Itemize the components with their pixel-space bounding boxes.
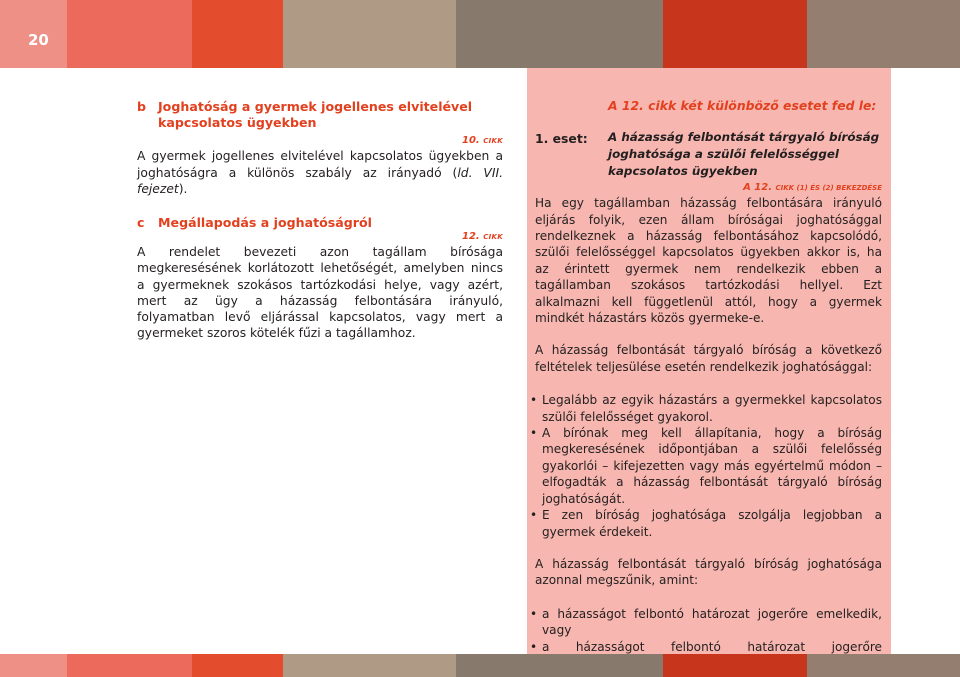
band-segment — [456, 654, 663, 677]
article-word: CIKK — [483, 137, 503, 146]
left-column — [137, 99, 503, 341]
section-title-line: kapcsolatos ügyekben — [158, 115, 317, 131]
page-number: 20 — [28, 31, 49, 49]
band-segment — [807, 0, 960, 68]
case-label: 1. eset: — [535, 131, 588, 147]
band-segment — [663, 0, 807, 68]
bottom-color-band — [0, 654, 960, 677]
band-segment — [67, 0, 192, 68]
conditions-intro: A házasság felbontását tárgyaló bíróság a következő feltételek teljesülése esetén rendelkezik joghatósággal: — [535, 343, 882, 374]
section-title-line: Joghatóság a gyermek jogellenes elvitelével — [158, 99, 473, 114]
case-block — [535, 129, 882, 179]
article-number: 12. — [462, 231, 480, 243]
termination-intro: A házasság felbontását tárgyaló bíróság joghatósága azonnal megszűnik, amint: — [535, 556, 882, 588]
paragraph-text-end: ). — [178, 181, 188, 196]
box-heading: A 12. cikk két különböző esetet fed le: — [608, 98, 877, 113]
section-c-heading — [137, 215, 503, 231]
top-color-band — [0, 0, 960, 68]
info-box-content — [535, 98, 882, 671]
case-paragraph: Ha egy tagállamban házasság felbontására irányuló eljárás folyik, ezen állam bíróságai joghatósággal rendelkeznek a házasság felbontásához kapcsolódó, szülői felelősséggel kapcsolatos ügyekben akkor is, ha az érintett gyermek nem rendelkezik ebben a tagállamban szokásos tartózkodási hellyel. Ezt alkalmazni kell függetlenül attól, hogy a gyermek mindkét házastárs közös gyermeke-e. — [535, 196, 882, 326]
list-item: • a házasságot felbontó határozat jogerőre emelkedik, vagy — [535, 606, 882, 639]
article-word: CIKK — [483, 233, 503, 242]
article-reference — [535, 181, 882, 195]
section-c-text: A rendelet bevezeti azon tagállam bírósága megkeresésének korlátozott lehetőségét, amelyben nincs a gyermeknek szokásos tartózkodási helye, vagy azért, mert az ügy a házasság felbontására irányuló, folyamatban levő eljárással kapcsolatos, vagy mert a gyermeket szoros kötelék fűzi a tagállamhoz. — [137, 245, 503, 341]
list-item: • A bírónak meg kell állapítania, hogy a bíróság megkeresésének időpontjában a szülői felelősség gyakorlói – kifejezetten vagy más egyértelmű módon – elfogadták a házasság felbontását tárgyaló bíróság joghatóságát. — [535, 425, 882, 507]
list-item: • E zen bíróság joghatósága szolgálja legjobban a gyermek érdekeit. — [535, 507, 882, 540]
article-word: CIKK (1) ÉS (2) BEKEZDÉSE — [775, 184, 882, 193]
case-title: A házasság felbontását tárgyaló bíróság joghatósága a szülői felelősséggel kapcsolatos ügyekben — [608, 130, 880, 178]
article-reference — [137, 134, 503, 148]
band-segment — [283, 0, 456, 68]
band-segment — [283, 654, 456, 677]
list-item: • a házasságot felbontó határozat jogerőre — [535, 639, 882, 672]
band-segment — [0, 654, 67, 677]
article-number: 10. — [462, 135, 480, 147]
band-segment — [192, 0, 283, 68]
band-segment — [807, 654, 960, 677]
band-segment — [456, 0, 663, 68]
paragraph-text: A gyermek jogellenes elvitelével kapcsolatos ügyekben a joghatóságra a különös szabály az irányadó ( — [137, 149, 503, 180]
conditions-list — [535, 392, 882, 540]
section-letter: c — [137, 215, 145, 231]
article-reference — [137, 230, 503, 244]
band-segment — [663, 654, 807, 677]
section-b-text — [137, 148, 503, 197]
section-b-heading — [137, 99, 503, 131]
band-segment — [67, 654, 192, 677]
article-number: A 12. — [743, 182, 772, 194]
section-title-line: Megállapodás a joghatóságról — [158, 215, 372, 231]
info-box — [527, 68, 891, 654]
band-segment — [192, 654, 283, 677]
chapter-reference: ld. VII. fejezet — [137, 165, 503, 196]
section-letter: b — [137, 99, 147, 114]
list-item: • Legalább az egyik házastárs a gyermekkel kapcsolatos szülői felelősséget gyakorol. — [535, 392, 882, 425]
